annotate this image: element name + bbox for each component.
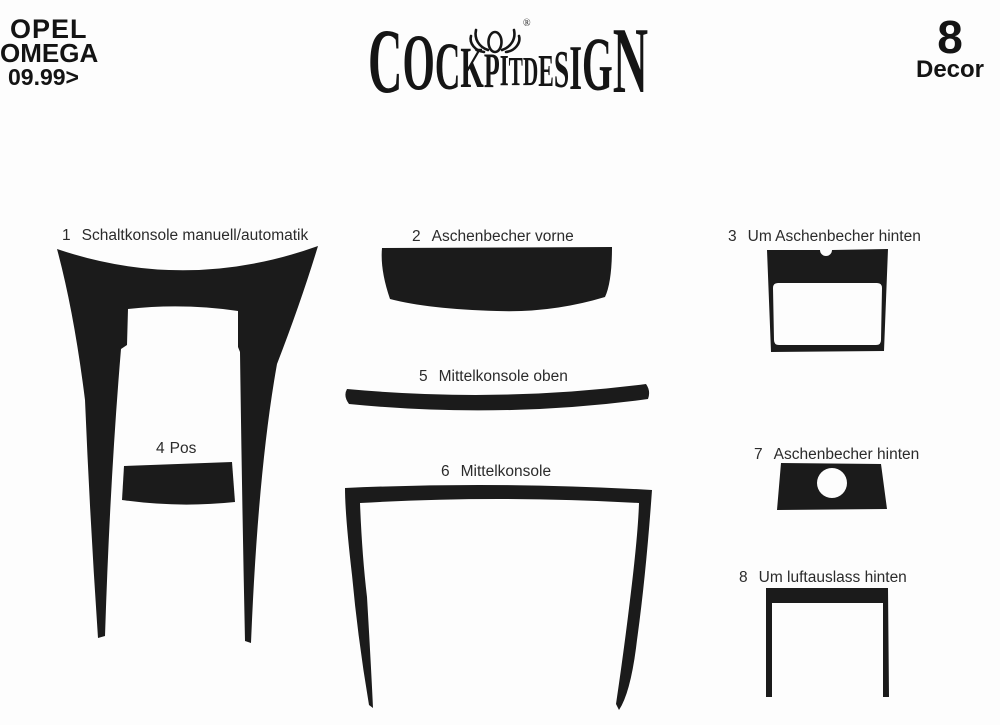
part-name: Pos	[169, 440, 197, 457]
part-name: Um Aschenbecher hinten	[747, 228, 921, 245]
part-5-shape	[345, 384, 649, 410]
part-name: Aschenbecher hinten	[773, 446, 920, 463]
part-6-label	[441, 463, 551, 481]
brand-letter: T	[508, 47, 523, 94]
part-number: 2	[412, 228, 421, 245]
vehicle-year-range: 09.99>	[8, 64, 79, 90]
part-name: Um luftauslass hinten	[758, 569, 907, 586]
part-2-shape	[382, 247, 612, 311]
brand-letter: C	[434, 28, 461, 104]
part-3-label	[728, 228, 921, 246]
part-name: Aschenbecher vorne	[431, 228, 574, 245]
part-8-shape	[766, 588, 889, 697]
brand-letter: S	[553, 40, 570, 99]
part-8-label	[739, 569, 907, 587]
decor-count: 8	[937, 11, 963, 63]
brand-letter: G	[581, 23, 613, 107]
brand-letter: K	[460, 35, 484, 100]
part-name: Schaltkonsole manuell/automatik	[81, 227, 309, 244]
part-number: 3	[728, 228, 737, 245]
vehicle-make: OPEL	[10, 14, 88, 44]
brand-letter: I	[499, 46, 509, 95]
part-number: 1	[62, 227, 71, 244]
part-number: 4	[156, 440, 165, 457]
brand-letter: O	[402, 19, 435, 107]
part-1-label	[62, 227, 308, 245]
part-5-label	[419, 368, 568, 386]
part-2-label	[412, 228, 574, 246]
brand-letter: D	[522, 47, 539, 94]
brand-letter: N	[612, 9, 649, 113]
decor-label: Decor	[915, 56, 985, 83]
part-4-shape	[122, 462, 235, 505]
registered-trademark: ®	[523, 18, 531, 29]
part-name: Mittelkonsole	[460, 463, 552, 480]
part-name: Mittelkonsole oben	[438, 368, 568, 385]
brand-letter: C	[367, 10, 403, 112]
part-4-label	[156, 440, 196, 458]
part-number: 7	[754, 446, 763, 463]
part-7-shape	[777, 463, 887, 510]
part-number: 6	[441, 463, 450, 480]
brand-letter: E	[538, 45, 554, 96]
part-6-shape	[345, 485, 652, 710]
part-3-shape	[767, 249, 888, 352]
brand-letter: P	[483, 42, 500, 98]
part-7-label	[754, 446, 919, 464]
brand-letter: I	[569, 32, 582, 103]
part-number: 8	[739, 569, 748, 586]
vehicle-name: OMEGA	[0, 38, 99, 68]
part-number: 5	[419, 368, 428, 385]
